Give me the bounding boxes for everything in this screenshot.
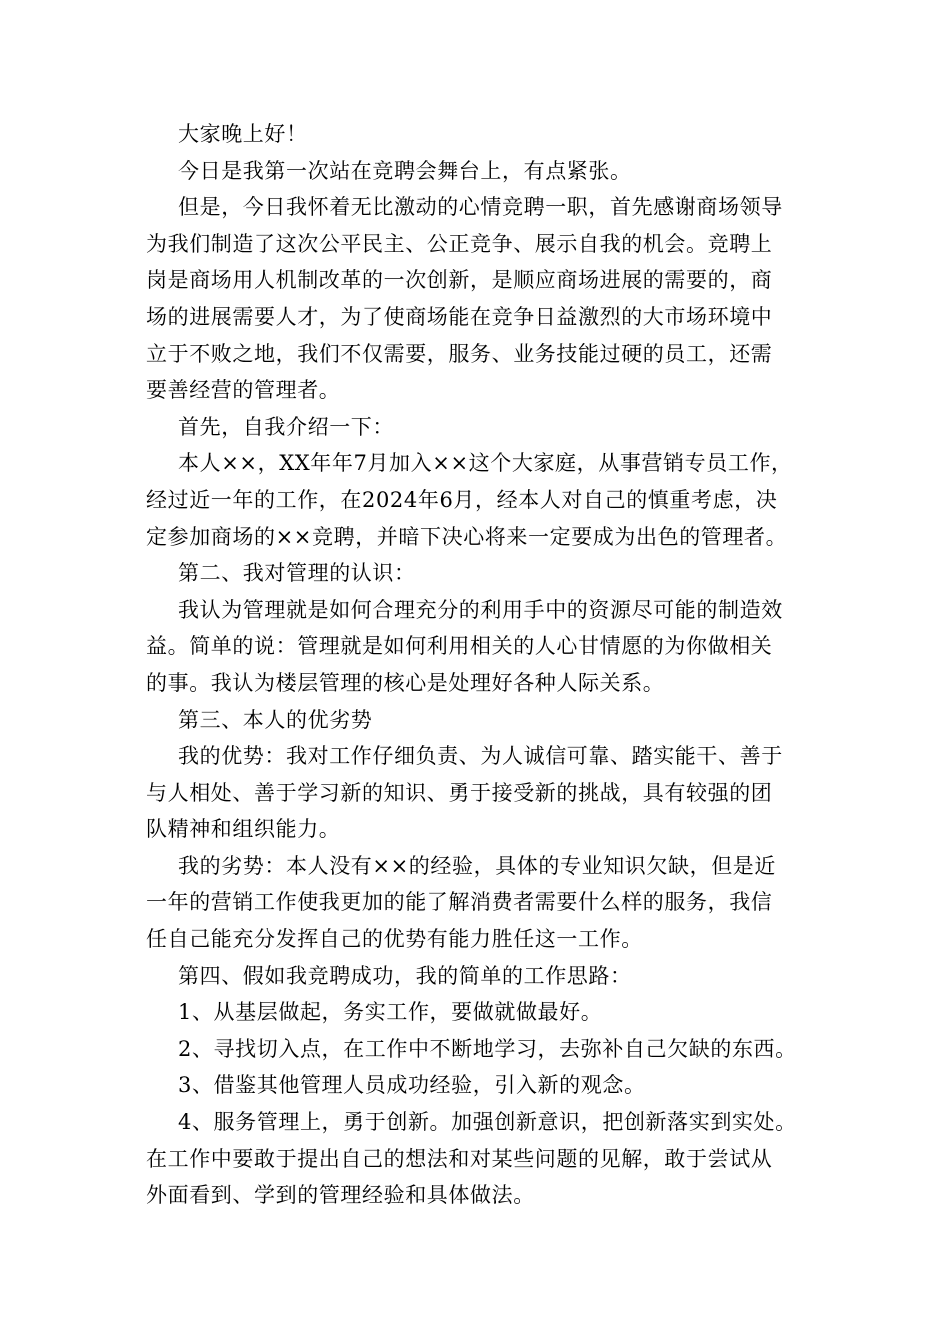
text-line: 第三、本人的优劣势 <box>178 707 373 732</box>
paragraph <box>146 1104 808 1214</box>
text-line: 的事。我认为楼层管理的核心是处理好各种人际关系。 <box>146 670 665 695</box>
text-line: 4、服务管理上，勇于创新。加强创新意识，把创新落实到实处。 <box>178 1110 797 1135</box>
text-line: 定参加商场的××竞聘，并暗下决心将来一定要成为出色的管理者。 <box>146 524 788 549</box>
text-line: 3、借鉴其他管理人员成功经验，引入新的观念。 <box>178 1073 646 1098</box>
text-line: 大家晚上好！ <box>178 122 308 146</box>
text-line: 与人相处、善于学习新的知识、勇于接受新的挑战，具有较强的团 <box>146 780 773 805</box>
paragraph <box>146 958 808 995</box>
paragraph <box>146 409 808 446</box>
paragraph <box>146 1067 808 1104</box>
text-line: 一年的营销工作使我更加的能了解消费者需要什么样的服务，我信 <box>146 890 773 915</box>
text-line: 立于不败之地，我们不仅需要，服务、业务技能过硬的员工，还需 <box>146 341 773 366</box>
text-line: 益。简单的说：管理就是如何利用相关的人心甘情愿的为你做相关 <box>146 634 773 659</box>
text-line: 我的劣势：本人没有××的经验，具体的专业知识欠缺，但是近 <box>178 853 776 878</box>
paragraph <box>146 555 808 592</box>
paragraph <box>146 1031 808 1068</box>
text-line: 我认为管理就是如何合理充分的利用手中的资源尽可能的制造效 <box>178 597 783 622</box>
text-line: 第二、我对管理的认识： <box>178 561 416 586</box>
paragraph <box>146 445 808 555</box>
paragraph <box>146 702 808 739</box>
text-line: 要善经营的管理者。 <box>146 378 341 403</box>
text-line: 为我们制造了这次公平民主、公正竞争、展示自我的机会。竞聘上 <box>146 231 773 256</box>
paragraph <box>146 592 808 702</box>
text-line: 第四、假如我竞聘成功，我的简单的工作思路： <box>178 963 632 988</box>
paragraph <box>146 738 808 848</box>
text-line: 场的进展需要人才，为了使商场能在竞争日益激烈的大市场环境中 <box>146 304 773 329</box>
text-line: 外面看到、学到的管理经验和具体做法。 <box>146 1183 535 1208</box>
document-body <box>146 116 808 1214</box>
text-line: 队精神和组织能力。 <box>146 817 341 842</box>
text-line: 在工作中要敢于提出自己的想法和对某些问题的见解，敢于尝试从 <box>146 1146 773 1171</box>
text-line: 我的优势：我对工作仔细负责、为人诚信可靠、踏实能干、善于 <box>178 744 783 769</box>
paragraph <box>146 848 808 958</box>
text-line: 岗是商场用人机制改革的一次创新，是顺应商场进展的需要的，商 <box>146 268 773 293</box>
text-line: 经过近一年的工作，在2024年6月，经本人对自己的慎重考虑，决 <box>146 487 778 512</box>
text-line: 任自己能充分发挥自己的优势有能力胜任这一工作。 <box>146 927 643 952</box>
text-line: 今日是我第一次站在竞聘会舞台上，有点紧张。 <box>178 158 632 183</box>
text-line: 本人××，XX年年7月加入××这个大家庭，从事营销专员工作， <box>178 451 793 476</box>
text-line: 2、寻找切入点，在工作中不断地学习，去弥补自己欠缺的东西。 <box>178 1036 797 1061</box>
paragraph <box>146 116 808 153</box>
text-line: 但是，今日我怀着无比激动的心情竞聘一职，首先感谢商场领导 <box>178 195 783 220</box>
paragraph <box>146 189 808 409</box>
paragraph <box>146 994 808 1031</box>
text-line: 首先，自我介绍一下： <box>178 414 394 439</box>
text-line: 1、从基层做起，务实工作，要做就做最好。 <box>178 1000 603 1025</box>
paragraph <box>146 153 808 190</box>
